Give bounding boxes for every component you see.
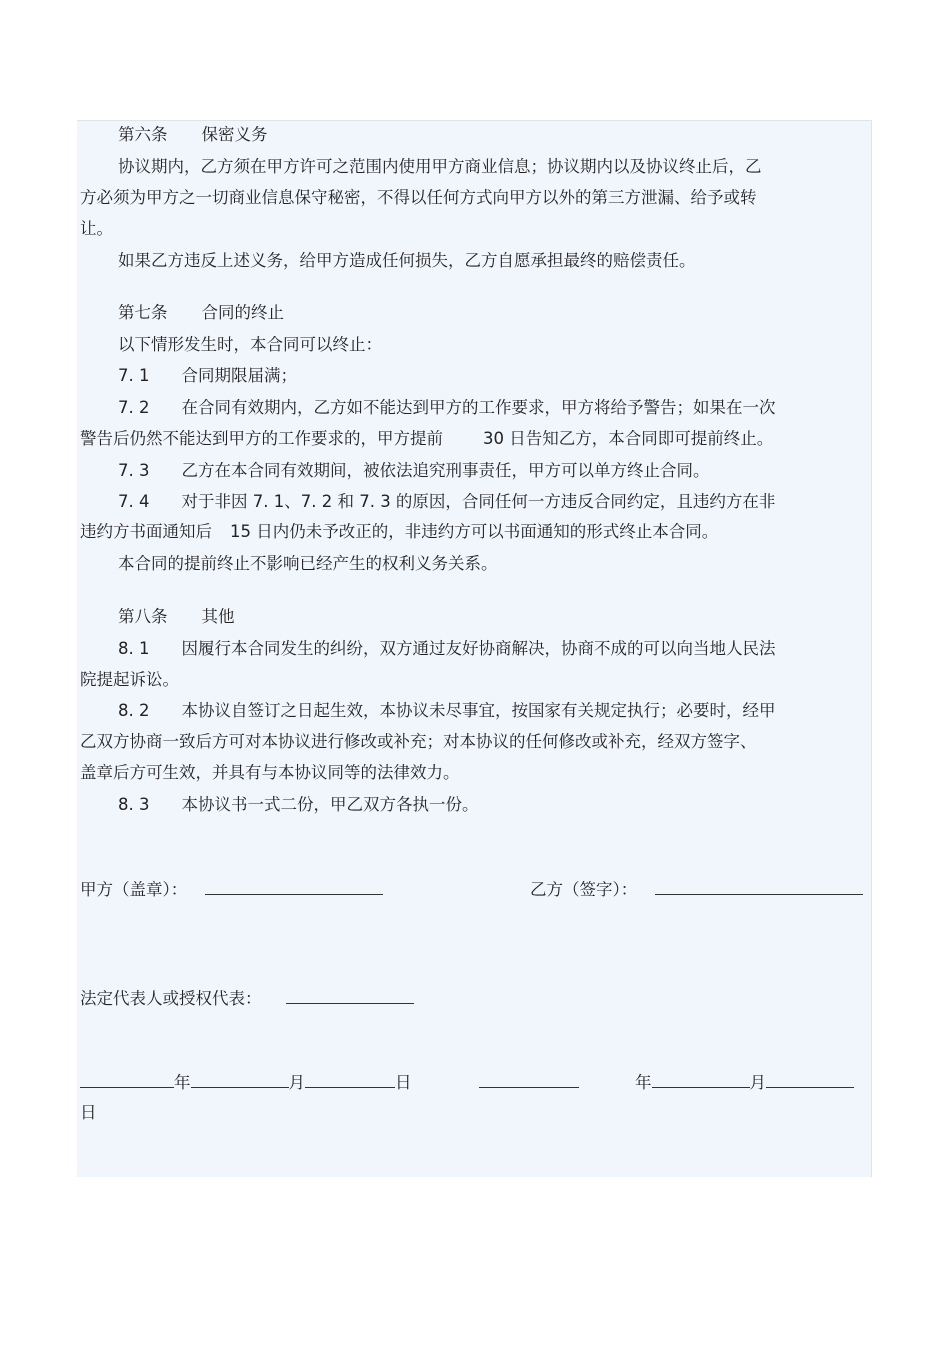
clause-text: 本协议自签订之日起生效，本协议未尽事宜，按国家有关规定执行；必要时，经甲 xyxy=(181,701,776,720)
clause-7-1 xyxy=(118,365,297,387)
year-field[interactable] xyxy=(479,1071,579,1088)
clause-7-4 xyxy=(118,491,775,513)
clause-text: 乙方在本合同有效期间，被依法追究刑事责任，甲方可以单方终止合同。 xyxy=(181,461,710,480)
clause-text: 在合同有效期内，乙方如不能达到甲方的工作要求，甲方将给予警告；如果在一次 xyxy=(181,398,776,417)
article-8-title: 其他 xyxy=(201,607,235,626)
clause-number: 7. 4 xyxy=(118,492,150,511)
article-6-liability-paragraph: 如果乙方违反上述义务，给甲方造成任何损失，乙方自愿承担最终的赔偿责任。 xyxy=(118,251,696,270)
clause-text: 合同期限届满； xyxy=(181,366,297,385)
clause-8-1 xyxy=(118,638,776,660)
clause-8-2-continued: 乙双方协商一致后方可对本协议进行修改或补充；对本协议的任何修改或补充，经双方签字、 xyxy=(80,732,757,751)
clause-text: 警告后仍然不能达到甲方的工作要求的，甲方提前 xyxy=(80,429,443,448)
clause-7-3 xyxy=(118,460,710,482)
month-label: 月 xyxy=(749,1073,766,1092)
clause-text: 本协议书一式二份，甲乙双方各执一份。 xyxy=(181,795,479,814)
article-6-paragraph-line: 让。 xyxy=(80,219,113,238)
clause-number: 8. 2 xyxy=(118,701,150,720)
article-6-paragraph-line: 方必须为甲方之一切商业信息保守秘密，不得以任何方式向甲方以外的第三方泄漏、给予或转 xyxy=(80,188,757,207)
clause-8-2 xyxy=(118,700,776,722)
article-7-intro: 以下情形发生时，本合同可以终止： xyxy=(118,335,382,354)
clause-text: 因履行本合同发生的纠纷，双方通过友好协商解决，协商不成的可以向当地人民法 xyxy=(181,639,776,658)
clause-text: 违约方书面通知后 xyxy=(80,522,212,541)
party-a-label: 甲方（盖章）： xyxy=(80,880,188,899)
clause-8-2-continued: 盖章后方可生效，并具有与本协议同等的法律效力。 xyxy=(80,763,460,782)
article-7-number: 第七条 xyxy=(118,303,168,322)
clause-7-4-continued xyxy=(80,521,718,543)
month-label: 月 xyxy=(288,1073,305,1092)
article-7-heading xyxy=(118,302,284,324)
party-a-seal-line xyxy=(80,878,383,901)
representative-label: 法定代表人或授权代表： xyxy=(80,989,262,1008)
clause-8-3 xyxy=(118,794,479,816)
clause-text: 15 日内仍未予改正的，非违约方可以书面通知的形式终止本合同。 xyxy=(230,522,719,541)
party-b-signature-field[interactable] xyxy=(655,878,863,895)
article-6-title: 保密义务 xyxy=(201,125,268,144)
month-field[interactable] xyxy=(652,1071,750,1088)
day-label-wrapped: 日 xyxy=(80,1103,97,1122)
clause-number: 7. 1 xyxy=(118,366,150,385)
party-b-sign-line xyxy=(530,878,863,901)
article-6-paragraph-line: 协议期内，乙方须在甲方许可之范围内使用甲方商业信息；协议期内以及协议终止后，乙 xyxy=(118,157,762,176)
party-a-seal-field[interactable] xyxy=(205,878,383,895)
clause-number: 8. 1 xyxy=(118,639,150,658)
date-line-party-b xyxy=(479,1071,854,1094)
representative-field[interactable] xyxy=(286,987,414,1004)
article-6-number: 第六条 xyxy=(118,125,168,144)
clause-text: 30 日告知乙方，本合同即可提前终止。 xyxy=(483,429,774,448)
year-label: 年 xyxy=(635,1073,652,1092)
clause-8-1-continued: 院提起诉讼。 xyxy=(80,670,179,689)
date-line-party-a xyxy=(80,1071,412,1094)
article-8-heading xyxy=(118,606,235,628)
year-label: 年 xyxy=(174,1073,191,1092)
year-field[interactable] xyxy=(80,1071,174,1088)
day-field[interactable] xyxy=(305,1071,395,1088)
article-6-heading xyxy=(118,124,268,146)
article-7-closing: 本合同的提前终止不影响已经产生的权利义务关系。 xyxy=(118,554,498,573)
day-field[interactable] xyxy=(766,1071,854,1088)
clause-number: 7. 2 xyxy=(118,398,150,417)
clause-number: 8. 3 xyxy=(118,795,150,814)
representative-line xyxy=(80,987,414,1010)
party-b-label: 乙方（签字）： xyxy=(530,880,638,899)
month-field[interactable] xyxy=(191,1071,289,1088)
article-8-number: 第八条 xyxy=(118,607,168,626)
day-label: 日 xyxy=(395,1073,412,1092)
clause-7-2-continued xyxy=(80,428,773,450)
clause-text: 对于非因 7. 1、7. 2 和 7. 3 的原因，合同任何一方违反合同约定，且违约方在非 xyxy=(181,492,776,511)
clause-7-2 xyxy=(118,397,776,419)
clause-number: 7. 3 xyxy=(118,461,150,480)
article-7-title: 合同的终止 xyxy=(201,303,284,322)
